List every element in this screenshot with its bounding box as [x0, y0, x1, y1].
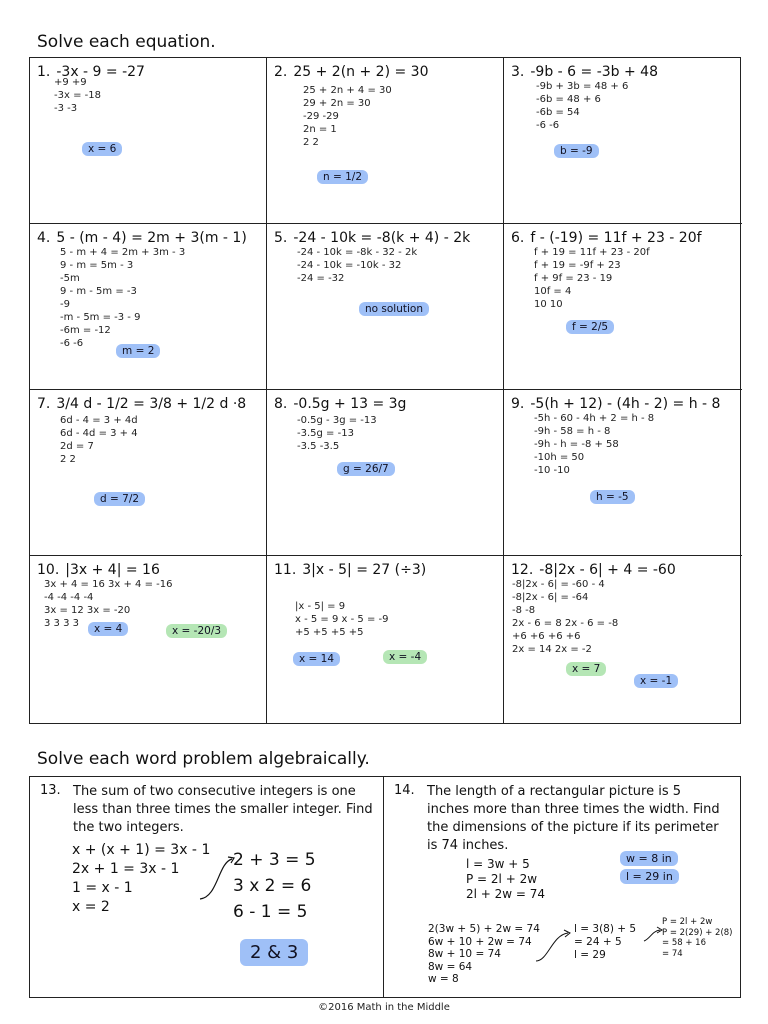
problem-number: 12.: [511, 562, 534, 578]
handwritten-work: [303, 84, 392, 149]
problem-number: 14.: [394, 783, 415, 798]
equation-text: -0.5g + 13 = 3g: [293, 396, 407, 412]
work-check: [662, 917, 732, 959]
problem-number: 13.: [40, 783, 61, 798]
problem-equation: [37, 396, 246, 412]
handwritten-work: [512, 578, 618, 656]
problem-number: 4.: [37, 230, 51, 246]
work-line: = 74: [662, 948, 683, 959]
problem-number: 2.: [274, 64, 288, 80]
work-line: +9 +9: [54, 77, 87, 88]
work-length: [574, 923, 636, 962]
work-line: -8 -8: [512, 605, 536, 616]
work-line: -6m = -12: [60, 325, 111, 336]
work-line: = 24 + 5: [574, 936, 622, 948]
problem-equation: [37, 230, 247, 246]
problem-cell-7: [30, 390, 267, 556]
word-problem-14: [384, 776, 741, 998]
handwritten-work: [534, 246, 650, 311]
work-line: -29 -29: [303, 111, 339, 122]
work-line: -5h - 60 - 4h + 2 = h - 8: [534, 413, 655, 424]
work-line: 25 + 2n + 4 = 30: [303, 85, 392, 96]
answer-highlight: x = 6: [82, 142, 122, 156]
problem-cell-1: [30, 58, 267, 224]
work-setup: [466, 857, 545, 902]
answer-highlight: no solution: [359, 302, 429, 316]
work-line: 2 + 3 = 5: [233, 850, 316, 870]
work-line: -4 -4 -4 -4: [44, 592, 94, 603]
work-line: 6w + 10 + 2w = 74: [428, 935, 532, 948]
work-line: -8|2x - 6| = -60 - 4: [512, 579, 605, 590]
work-line: 3 3 3 3: [44, 618, 79, 629]
work-line: -10h = 50: [534, 452, 585, 463]
problem-equation: [37, 562, 160, 578]
handwritten-work: [297, 246, 417, 285]
work-line: -3 -3: [54, 103, 78, 114]
work-line: l = 3w + 5: [466, 857, 530, 871]
problem-number: 7.: [37, 396, 51, 412]
work-line: -6 -6: [536, 120, 560, 131]
problem-equation: [511, 396, 720, 412]
problem-number: 5.: [274, 230, 288, 246]
work-line: 2 2: [60, 454, 76, 465]
work-line: 5 - m + 4 = 2m + 3m - 3: [60, 247, 186, 258]
equation-text: -8|2x - 6| + 4 = -60: [539, 562, 676, 578]
work-line: -6b = 54: [536, 107, 580, 118]
answer-highlight: x = 7: [566, 662, 606, 676]
handwritten-work: [297, 414, 377, 453]
answer-highlight: n = 1/2: [317, 170, 368, 184]
work-line: P = 2l + 2w: [466, 872, 538, 886]
work-line: x + (x + 1) = 3x - 1: [72, 842, 211, 858]
work-line: -3x = -18: [54, 90, 101, 101]
answer-highlight: g = 26/7: [337, 462, 395, 476]
arrow-icon: [642, 925, 664, 945]
work-line: 9 - m = 5m - 3: [60, 260, 134, 271]
work-line: 3x = 12 3x = -20: [44, 605, 131, 616]
answer-highlight: x = -4: [383, 650, 427, 664]
work-line: -m - 5m = -3 - 9: [60, 312, 141, 323]
work-line: 6d - 4d = 3 + 4: [60, 428, 138, 439]
answer-highlight: x = -20/3: [166, 624, 227, 638]
work-solve: [428, 923, 540, 986]
problem-equation: [274, 230, 470, 246]
work-line: -24 = -32: [297, 273, 345, 284]
work-line: -9b + 3b = 48 + 6: [536, 81, 629, 92]
handwritten-work: [60, 246, 185, 350]
work-line: 10f = 4: [534, 286, 572, 297]
answer-highlight: h = -5: [590, 490, 635, 504]
work-line: -5m: [60, 273, 80, 284]
handwritten-work: [295, 600, 388, 639]
work-line: 2 2: [303, 137, 319, 148]
problem-cell-12: [504, 556, 742, 723]
work-right: [233, 847, 316, 925]
problem-equation: [274, 64, 429, 80]
work-line: x = 2: [72, 899, 110, 915]
equation-text: 3|x - 5| = 27 (÷3): [302, 562, 427, 578]
work-line: l = 29: [574, 949, 606, 961]
work-line: 3x + 4 = 16 3x + 4 = -16: [44, 579, 173, 590]
answer-highlight: f = 2/5: [566, 320, 614, 334]
work-line: 2n = 1: [303, 124, 337, 135]
problem-number: 11.: [274, 562, 297, 578]
equation-text: |3x + 4| = 16: [65, 562, 160, 578]
work-line: 6 - 1 = 5: [233, 902, 308, 922]
problem-cell-11: [267, 556, 504, 723]
handwritten-work: [60, 414, 138, 466]
problem-equation: [511, 562, 676, 578]
work-line: f + 19 = 11f + 23 - 20f: [534, 247, 650, 258]
problem-cell-2: [267, 58, 504, 224]
work-line: -9: [60, 299, 70, 310]
equation-text: -9b - 6 = -3b + 48: [530, 64, 658, 80]
equation-text: 25 + 2(n + 2) = 30: [293, 64, 429, 80]
work-line: 29 + 2n = 30: [303, 98, 371, 109]
answer-highlight: d = 7/2: [94, 492, 145, 506]
problem-cell-9: [504, 390, 742, 556]
work-left: [72, 841, 210, 917]
problem-number: 8.: [274, 396, 288, 412]
work-line: 8w = 64: [428, 960, 473, 973]
section-heading-word-problems: Solve each word problem algebraically.: [37, 749, 370, 769]
problem-cell-8: [267, 390, 504, 556]
answer-highlight: x = -1: [634, 674, 678, 688]
problem-cell-6: [504, 224, 742, 390]
work-line: |x - 5| = 9: [295, 601, 346, 612]
work-line: = 58 + 16: [662, 938, 706, 948]
work-line: -8|2x - 6| = -64: [512, 592, 589, 603]
equation-text: -5(h + 12) - (4h - 2) = h - 8: [530, 396, 721, 412]
equation-text: -3x - 9 = -27: [56, 64, 145, 80]
answer-highlight: l = 29 in: [620, 869, 679, 884]
problem-cell-5: [267, 224, 504, 390]
problem-equation: [274, 396, 406, 412]
equation-text: f - (-19) = 11f + 23 - 20f: [530, 230, 702, 246]
problem-equation: [274, 562, 426, 578]
work-line: 1 = x - 1: [72, 880, 133, 896]
work-line: -6b = 48 + 6: [536, 94, 601, 105]
problem-cell-10: [30, 556, 267, 723]
answer-highlight: 2 & 3: [240, 939, 308, 966]
problem-number: 6.: [511, 230, 525, 246]
work-line: 2x = 14 2x = -2: [512, 644, 592, 655]
copyright-footer: ©2016 Math in the Middle: [318, 1002, 450, 1013]
handwritten-work: [534, 412, 654, 477]
work-line: -9h - 58 = h - 8: [534, 426, 611, 437]
work-line: 6d - 4 = 3 + 4d: [60, 415, 138, 426]
problem-number: 10.: [37, 562, 60, 578]
arrow-icon: [534, 927, 574, 967]
work-line: +5 +5 +5 +5: [295, 627, 364, 638]
work-line: P = 2l + 2w: [662, 917, 713, 927]
work-line: x - 5 = 9 x - 5 = -9: [295, 614, 389, 625]
work-line: P = 2(29) + 2(8): [662, 927, 733, 938]
work-line: 2l + 2w = 74: [466, 887, 546, 901]
problem-equation: [511, 64, 658, 80]
section-heading-equations: Solve each equation.: [37, 32, 216, 52]
work-line: 2x - 6 = 8 2x - 6 = -8: [512, 618, 619, 629]
work-line: +6 +6 +6 +6: [512, 631, 581, 642]
problem-number: 3.: [511, 64, 525, 80]
problem-equation: [511, 230, 702, 246]
word-problem-13: [29, 776, 384, 998]
answer-highlight: w = 8 in: [620, 851, 678, 866]
work-line: -9h - h = -8 + 58: [534, 439, 619, 450]
work-line: 9 - m - 5m = -3: [60, 286, 137, 297]
arrow-icon: [198, 853, 238, 903]
work-line: -6 -6: [60, 338, 84, 349]
problem-number: 9.: [511, 396, 525, 412]
problem-text: The sum of two consecutive integers is one less than three times the smaller integer. Find the two integers.: [73, 784, 373, 835]
work-line: 2d = 7: [60, 441, 94, 452]
work-line: 2(3w + 5) + 2w = 74: [428, 923, 540, 935]
answer-highlight: m = 2: [116, 344, 160, 358]
work-line: f + 19 = -9f + 23: [534, 260, 621, 271]
problem-number: 1.: [37, 64, 51, 80]
work-line: f + 9f = 23 - 19: [534, 273, 613, 284]
work-line: l = 3(8) + 5: [574, 923, 637, 935]
equation-text: 5 - (m - 4) = 2m + 3(m - 1): [56, 230, 247, 246]
work-line: 3 x 2 = 6: [233, 876, 312, 896]
handwritten-work: [54, 76, 101, 115]
work-line: -0.5g - 3g = -13: [297, 415, 377, 426]
answer-highlight: b = -9: [554, 144, 599, 158]
problem-text: The length of a rectangular picture is 5 inches more than three times the width. Find the dimensions of the picture if its perimeter is 74 inches.: [427, 784, 720, 853]
work-line: w = 8: [428, 973, 459, 985]
work-line: -24 - 10k = -8k - 32 - 2k: [297, 247, 418, 258]
work-line: 10 10: [534, 299, 563, 310]
problem-cell-4: [30, 224, 267, 390]
answer-highlight: x = 4: [88, 622, 128, 636]
work-line: -24 - 10k = -10k - 32: [297, 260, 402, 271]
equation-text: 3/4 d - 1/2 = 3/8 + 1/2 d ·8: [56, 396, 247, 412]
work-line: 2x + 1 = 3x - 1: [72, 861, 180, 877]
answer-highlight: x = 14: [293, 652, 340, 666]
work-line: -3.5g = -13: [297, 428, 354, 439]
problem-cell-3: [504, 58, 742, 224]
work-line: 8w + 10 = 74: [428, 948, 501, 960]
equation-grid: [29, 57, 741, 724]
handwritten-work: [536, 80, 628, 132]
equation-text: -24 - 10k = -8(k + 4) - 2k: [293, 230, 471, 246]
work-line: -3.5 -3.5: [297, 441, 340, 452]
work-line: -10 -10: [534, 465, 570, 476]
